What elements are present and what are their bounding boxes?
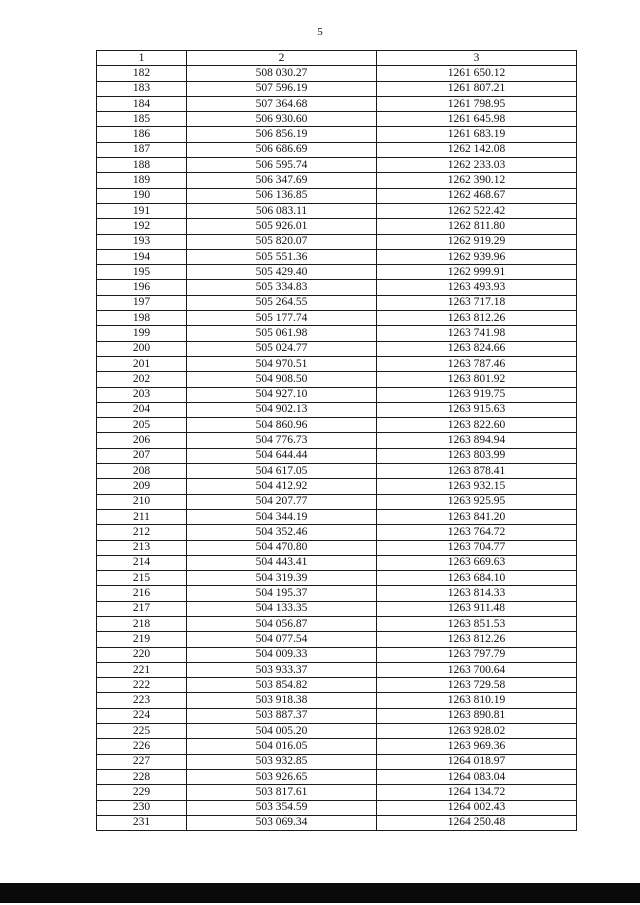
- point-number-cell: 226: [97, 739, 187, 754]
- table-row: [97, 127, 577, 142]
- table-row: [97, 815, 577, 830]
- table-row: [97, 356, 577, 371]
- y-coordinate-cell: 1263 810.19: [377, 693, 577, 708]
- x-coordinate-cell: 506 347.69: [187, 173, 377, 188]
- x-coordinate-cell: 504 352.46: [187, 525, 377, 540]
- table-row: [97, 647, 577, 662]
- y-coordinate-cell: 1264 002.43: [377, 800, 577, 815]
- x-coordinate-cell: 504 016.05: [187, 739, 377, 754]
- y-coordinate-cell: 1261 650.12: [377, 66, 577, 81]
- table-row: [97, 249, 577, 264]
- point-number-cell: 186: [97, 127, 187, 142]
- point-number-cell: 196: [97, 280, 187, 295]
- point-number-cell: 214: [97, 555, 187, 570]
- x-coordinate-cell: 506 083.11: [187, 203, 377, 218]
- point-number-cell: 216: [97, 586, 187, 601]
- y-coordinate-cell: 1263 812.26: [377, 632, 577, 647]
- point-number-cell: 207: [97, 448, 187, 463]
- point-number-cell: 209: [97, 479, 187, 494]
- point-number-cell: 230: [97, 800, 187, 815]
- x-coordinate-cell: 503 854.82: [187, 678, 377, 693]
- x-coordinate-cell: 505 024.77: [187, 341, 377, 356]
- table-row: [97, 662, 577, 677]
- point-number-cell: 203: [97, 387, 187, 402]
- y-coordinate-cell: 1263 764.72: [377, 525, 577, 540]
- point-number-cell: 194: [97, 249, 187, 264]
- x-coordinate-cell: 504 133.35: [187, 601, 377, 616]
- point-number-cell: 213: [97, 540, 187, 555]
- point-number-cell: 217: [97, 601, 187, 616]
- table-row: [97, 494, 577, 509]
- y-coordinate-cell: 1263 925.95: [377, 494, 577, 509]
- x-coordinate-cell: 508 030.27: [187, 66, 377, 81]
- x-coordinate-cell: 504 319.39: [187, 571, 377, 586]
- point-number-cell: 227: [97, 754, 187, 769]
- x-coordinate-cell: 505 429.40: [187, 265, 377, 280]
- point-number-cell: 225: [97, 724, 187, 739]
- point-number-cell: 195: [97, 265, 187, 280]
- point-number-cell: 206: [97, 433, 187, 448]
- x-coordinate-cell: 504 009.33: [187, 647, 377, 662]
- x-coordinate-cell: 503 069.34: [187, 815, 377, 830]
- x-coordinate-cell: 503 933.37: [187, 662, 377, 677]
- table-row: [97, 525, 577, 540]
- x-coordinate-cell: 504 470.80: [187, 540, 377, 555]
- y-coordinate-cell: 1263 878.41: [377, 464, 577, 479]
- table-row: [97, 509, 577, 524]
- point-number-cell: 190: [97, 188, 187, 203]
- point-number-cell: 184: [97, 96, 187, 111]
- y-coordinate-cell: 1264 250.48: [377, 815, 577, 830]
- y-coordinate-cell: 1264 083.04: [377, 769, 577, 784]
- y-coordinate-cell: 1263 911.48: [377, 601, 577, 616]
- y-coordinate-cell: 1263 969.36: [377, 739, 577, 754]
- table-row: [97, 96, 577, 111]
- x-coordinate-cell: 506 595.74: [187, 158, 377, 173]
- point-number-cell: 221: [97, 662, 187, 677]
- y-coordinate-cell: 1263 684.10: [377, 571, 577, 586]
- point-number-cell: 210: [97, 494, 187, 509]
- table-row: [97, 341, 577, 356]
- x-coordinate-cell: 505 926.01: [187, 219, 377, 234]
- x-coordinate-cell: 504 077.54: [187, 632, 377, 647]
- table-row: [97, 693, 577, 708]
- point-number-cell: 208: [97, 464, 187, 479]
- coordinates-table: [96, 50, 577, 831]
- page-number: 5: [317, 26, 323, 38]
- column-header-1: 1: [97, 51, 187, 66]
- table-row: [97, 66, 577, 81]
- x-coordinate-cell: 504 860.96: [187, 418, 377, 433]
- point-number-cell: 182: [97, 66, 187, 81]
- point-number-cell: 189: [97, 173, 187, 188]
- x-coordinate-cell: 504 644.44: [187, 448, 377, 463]
- x-coordinate-cell: 504 005.20: [187, 724, 377, 739]
- y-coordinate-cell: 1261 798.95: [377, 96, 577, 111]
- column-header-3: 3: [377, 51, 577, 66]
- y-coordinate-cell: 1262 233.03: [377, 158, 577, 173]
- point-number-cell: 200: [97, 341, 187, 356]
- point-number-cell: 188: [97, 158, 187, 173]
- point-number-cell: 197: [97, 295, 187, 310]
- y-coordinate-cell: 1263 493.93: [377, 280, 577, 295]
- table-row: [97, 739, 577, 754]
- table-row: [97, 234, 577, 249]
- table-row: [97, 173, 577, 188]
- point-number-cell: 220: [97, 647, 187, 662]
- x-coordinate-cell: 506 686.69: [187, 142, 377, 157]
- point-number-cell: 228: [97, 769, 187, 784]
- table-row: [97, 265, 577, 280]
- y-coordinate-cell: 1263 928.02: [377, 724, 577, 739]
- table-row: [97, 464, 577, 479]
- table-row: [97, 586, 577, 601]
- y-coordinate-cell: 1262 939.96: [377, 249, 577, 264]
- x-coordinate-cell: 505 820.07: [187, 234, 377, 249]
- y-coordinate-cell: 1262 522.42: [377, 203, 577, 218]
- x-coordinate-cell: 504 908.50: [187, 372, 377, 387]
- coordinates-table-wrapper: [96, 50, 576, 831]
- x-coordinate-cell: 504 207.77: [187, 494, 377, 509]
- table-row: [97, 448, 577, 463]
- point-number-cell: 199: [97, 326, 187, 341]
- point-number-cell: 201: [97, 356, 187, 371]
- point-number-cell: 193: [97, 234, 187, 249]
- table-row: [97, 754, 577, 769]
- table-row: [97, 571, 577, 586]
- y-coordinate-cell: 1263 841.20: [377, 509, 577, 524]
- table-row: [97, 555, 577, 570]
- scan-edge-bar: [0, 883, 640, 903]
- y-coordinate-cell: 1263 729.58: [377, 678, 577, 693]
- point-number-cell: 187: [97, 142, 187, 157]
- x-coordinate-cell: 504 195.37: [187, 586, 377, 601]
- y-coordinate-cell: 1261 683.19: [377, 127, 577, 142]
- point-number-cell: 224: [97, 708, 187, 723]
- y-coordinate-cell: 1263 894.94: [377, 433, 577, 448]
- x-coordinate-cell: 505 334.83: [187, 280, 377, 295]
- y-coordinate-cell: 1263 822.60: [377, 418, 577, 433]
- table-row: [97, 188, 577, 203]
- point-number-cell: 229: [97, 785, 187, 800]
- point-number-cell: 183: [97, 81, 187, 96]
- table-row: [97, 372, 577, 387]
- table-row: [97, 203, 577, 218]
- table-header-row: [97, 51, 577, 66]
- x-coordinate-cell: 505 551.36: [187, 249, 377, 264]
- y-coordinate-cell: 1263 801.92: [377, 372, 577, 387]
- y-coordinate-cell: 1263 787.46: [377, 356, 577, 371]
- x-coordinate-cell: 504 927.10: [187, 387, 377, 402]
- point-number-cell: 185: [97, 112, 187, 127]
- y-coordinate-cell: 1262 999.91: [377, 265, 577, 280]
- x-coordinate-cell: 504 412.92: [187, 479, 377, 494]
- x-coordinate-cell: 507 596.19: [187, 81, 377, 96]
- x-coordinate-cell: 503 918.38: [187, 693, 377, 708]
- y-coordinate-cell: 1264 018.97: [377, 754, 577, 769]
- x-coordinate-cell: 505 061.98: [187, 326, 377, 341]
- y-coordinate-cell: 1263 812.26: [377, 311, 577, 326]
- y-coordinate-cell: 1261 645.98: [377, 112, 577, 127]
- y-coordinate-cell: 1263 704.77: [377, 540, 577, 555]
- table-row: [97, 112, 577, 127]
- table-row: [97, 219, 577, 234]
- x-coordinate-cell: 503 887.37: [187, 708, 377, 723]
- x-coordinate-cell: 503 354.59: [187, 800, 377, 815]
- y-coordinate-cell: 1263 669.63: [377, 555, 577, 570]
- table-row: [97, 158, 577, 173]
- y-coordinate-cell: 1262 468.67: [377, 188, 577, 203]
- y-coordinate-cell: 1262 811.80: [377, 219, 577, 234]
- y-coordinate-cell: 1263 797.79: [377, 647, 577, 662]
- point-number-cell: 222: [97, 678, 187, 693]
- point-number-cell: 212: [97, 525, 187, 540]
- table-row: [97, 479, 577, 494]
- x-coordinate-cell: 505 264.55: [187, 295, 377, 310]
- point-number-cell: 198: [97, 311, 187, 326]
- point-number-cell: 231: [97, 815, 187, 830]
- table-row: [97, 280, 577, 295]
- table-row: [97, 616, 577, 631]
- x-coordinate-cell: 504 776.73: [187, 433, 377, 448]
- point-number-cell: 218: [97, 616, 187, 631]
- y-coordinate-cell: 1263 741.98: [377, 326, 577, 341]
- point-number-cell: 202: [97, 372, 187, 387]
- point-number-cell: 211: [97, 509, 187, 524]
- table-row: [97, 708, 577, 723]
- table-row: [97, 142, 577, 157]
- table-row: [97, 601, 577, 616]
- table-row: [97, 678, 577, 693]
- y-coordinate-cell: 1262 142.08: [377, 142, 577, 157]
- y-coordinate-cell: 1263 803.99: [377, 448, 577, 463]
- point-number-cell: 219: [97, 632, 187, 647]
- x-coordinate-cell: 503 932.85: [187, 754, 377, 769]
- table-row: [97, 769, 577, 784]
- table-row: [97, 433, 577, 448]
- y-coordinate-cell: 1263 915.63: [377, 402, 577, 417]
- table-row: [97, 632, 577, 647]
- y-coordinate-cell: 1263 932.15: [377, 479, 577, 494]
- table-row: [97, 387, 577, 402]
- column-header-2: 2: [187, 51, 377, 66]
- point-number-cell: 204: [97, 402, 187, 417]
- table-row: [97, 81, 577, 96]
- x-coordinate-cell: 506 930.60: [187, 112, 377, 127]
- y-coordinate-cell: 1263 814.33: [377, 586, 577, 601]
- point-number-cell: 191: [97, 203, 187, 218]
- y-coordinate-cell: 1264 134.72: [377, 785, 577, 800]
- table-row: [97, 724, 577, 739]
- y-coordinate-cell: 1263 890.81: [377, 708, 577, 723]
- table-row: [97, 540, 577, 555]
- table-body: [97, 66, 577, 831]
- y-coordinate-cell: 1262 919.29: [377, 234, 577, 249]
- point-number-cell: 192: [97, 219, 187, 234]
- x-coordinate-cell: 504 443.41: [187, 555, 377, 570]
- table-row: [97, 326, 577, 341]
- table-row: [97, 295, 577, 310]
- x-coordinate-cell: 504 902.13: [187, 402, 377, 417]
- x-coordinate-cell: 503 926.65: [187, 769, 377, 784]
- x-coordinate-cell: 504 617.05: [187, 464, 377, 479]
- y-coordinate-cell: 1263 717.18: [377, 295, 577, 310]
- y-coordinate-cell: 1262 390.12: [377, 173, 577, 188]
- x-coordinate-cell: 503 817.61: [187, 785, 377, 800]
- x-coordinate-cell: 507 364.68: [187, 96, 377, 111]
- table-row: [97, 311, 577, 326]
- y-coordinate-cell: 1263 700.64: [377, 662, 577, 677]
- x-coordinate-cell: 504 970.51: [187, 356, 377, 371]
- y-coordinate-cell: 1263 919.75: [377, 387, 577, 402]
- y-coordinate-cell: 1261 807.21: [377, 81, 577, 96]
- y-coordinate-cell: 1263 851.53: [377, 616, 577, 631]
- table-row: [97, 785, 577, 800]
- x-coordinate-cell: 506 136.85: [187, 188, 377, 203]
- x-coordinate-cell: 504 056.87: [187, 616, 377, 631]
- point-number-cell: 223: [97, 693, 187, 708]
- x-coordinate-cell: 504 344.19: [187, 509, 377, 524]
- table-row: [97, 402, 577, 417]
- table-row: [97, 800, 577, 815]
- x-coordinate-cell: 506 856.19: [187, 127, 377, 142]
- y-coordinate-cell: 1263 824.66: [377, 341, 577, 356]
- x-coordinate-cell: 505 177.74: [187, 311, 377, 326]
- table-row: [97, 418, 577, 433]
- point-number-cell: 205: [97, 418, 187, 433]
- point-number-cell: 215: [97, 571, 187, 586]
